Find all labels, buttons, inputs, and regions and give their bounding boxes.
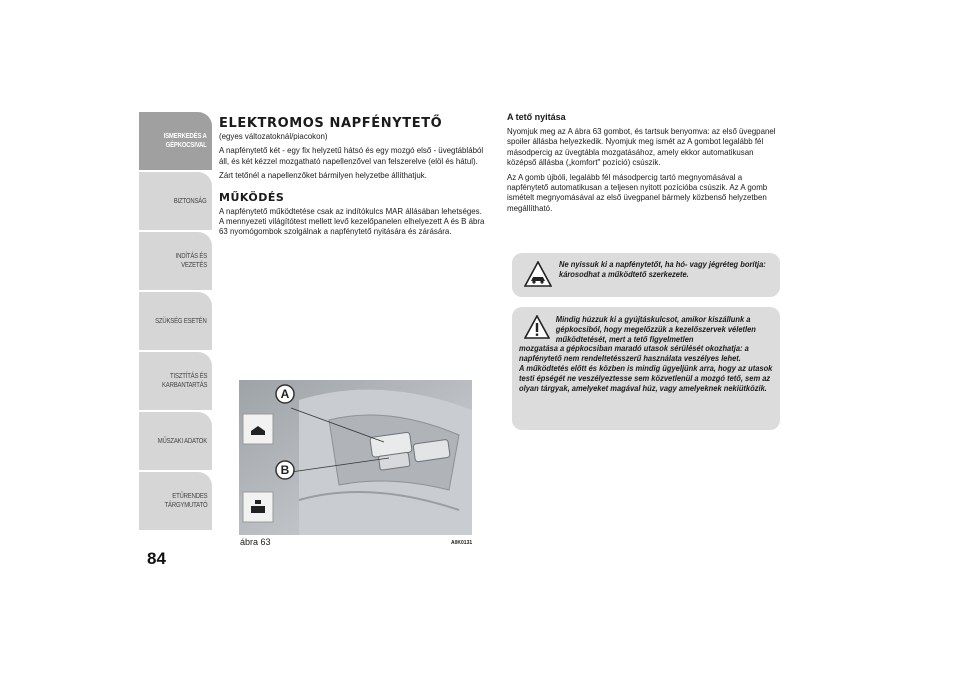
- figure-caption: ábra 63: [240, 537, 271, 547]
- warning-text: A működtetés előtt és közben is mindig ügyeljünk arra, hogy az utasok testi épségét ne veszélyeztesse sem közvetlenül a mozgó tető, sem az olyan tárgyak, amelyeket magával húz, vagy amelyeknek nekiütközik.: [519, 363, 773, 393]
- figure-code: A0K0131: [451, 540, 473, 546]
- tab-targymutato[interactable]: ETŰRENDES TÁRGYMUTATÓ: [139, 472, 212, 532]
- right-column: [507, 112, 780, 217]
- label-a: A: [280, 387, 290, 401]
- warning-text: Ne nyissuk ki a napfénytetőt, ha hó- vagy jégréteg borítja: károsodhat a működtető szerkezete.: [559, 260, 766, 279]
- subsection-heading: A tető nyitása: [507, 112, 566, 122]
- paragraph: Zárt tetőnél a napellenzőket bármilyen helyzetbe állíthatjuk.: [219, 170, 427, 181]
- page-number: 84: [147, 549, 166, 568]
- paragraph: Az A gomb újbóli, legalább fél másodpercig tartó megnyomásával a napfénytető automatikusan a teljesen nyitott pozícióba csúszik. Az A gomb ismételt megnyomásával az első üvegpanel bármely közbenső helyzetben megállítható.: [507, 171, 768, 213]
- tab-muszaki[interactable]: MŰSZAKI ADATOK: [139, 412, 212, 472]
- paragraph: A napfénytető működtetése csak az indítókulcs MAR állásában lehetséges. A mennyezeti világítótest mellett levő kezelőpanelen elhelyezett A és B ábra 63 nyomógombok szolgálnak a napfénytető nyitására és zárására.: [219, 205, 485, 237]
- figure-roof-controls: [239, 380, 472, 535]
- left-column: [219, 116, 489, 241]
- tab-ismerkedes[interactable]: ISMERKEDÉS A GÉPKOCSIVAL: [139, 112, 212, 172]
- warning-box-snow: [512, 253, 780, 297]
- paragraph: A napfénytető két - egy fix helyzetű hátsó és egy mozgó első - üvegtáblából áll, és két kézzel mozgatható napellenzővel van felszerelve (elöl és hátul).: [219, 145, 484, 166]
- warning-text: mozgatása a gépkocsiban maradó utasok sérülését okozhatja: a napfénytető nem rendeltetésszerű használata veszélyes lehet.: [519, 344, 749, 364]
- tab-inditas[interactable]: INDÍTÁS ÉS VEZETÉS: [139, 232, 212, 292]
- chapter-sidebar: [139, 112, 212, 532]
- paragraph: Nyomjuk meg az A ábra 63 gombot, és tartsuk benyomva: az első üvegpanel spoiler állásba helyezkedik. Nyomjuk meg ismét az A gombot legalább fél másodpercig az üvegtábla mozgatásához, amely ekkor automatikusan középső állásba („komfort" pozíció) csúszik.: [507, 126, 776, 168]
- car-warning-icon: [524, 261, 552, 292]
- tab-tisztitas[interactable]: TISZTÍTÁS ÉS KARBANTARTÁS: [139, 352, 212, 412]
- warning-box-safety: [512, 307, 780, 430]
- section-heading: MŰKÖDÉS: [219, 190, 285, 204]
- tab-szukseg[interactable]: SZÜKSÉG ESETÉN: [139, 292, 212, 352]
- warning-text: Mindig húzzuk ki a gyújtáskulcsot, amikor kiszállunk a gépkocsiból, hogy megelőzzük a kezelőszervek véletlen működtetését, mert a tető figyelmetlen: [555, 315, 756, 344]
- roof-panel-illustration: [239, 380, 472, 535]
- subtitle: (egyes változatoknál/piacokon): [219, 131, 328, 141]
- section-title: ELEKTROMOS NAPFÉNYTETŐ: [219, 116, 443, 131]
- label-b: B: [280, 463, 290, 477]
- tab-biztonsag[interactable]: BIZTONSÁG: [139, 172, 212, 232]
